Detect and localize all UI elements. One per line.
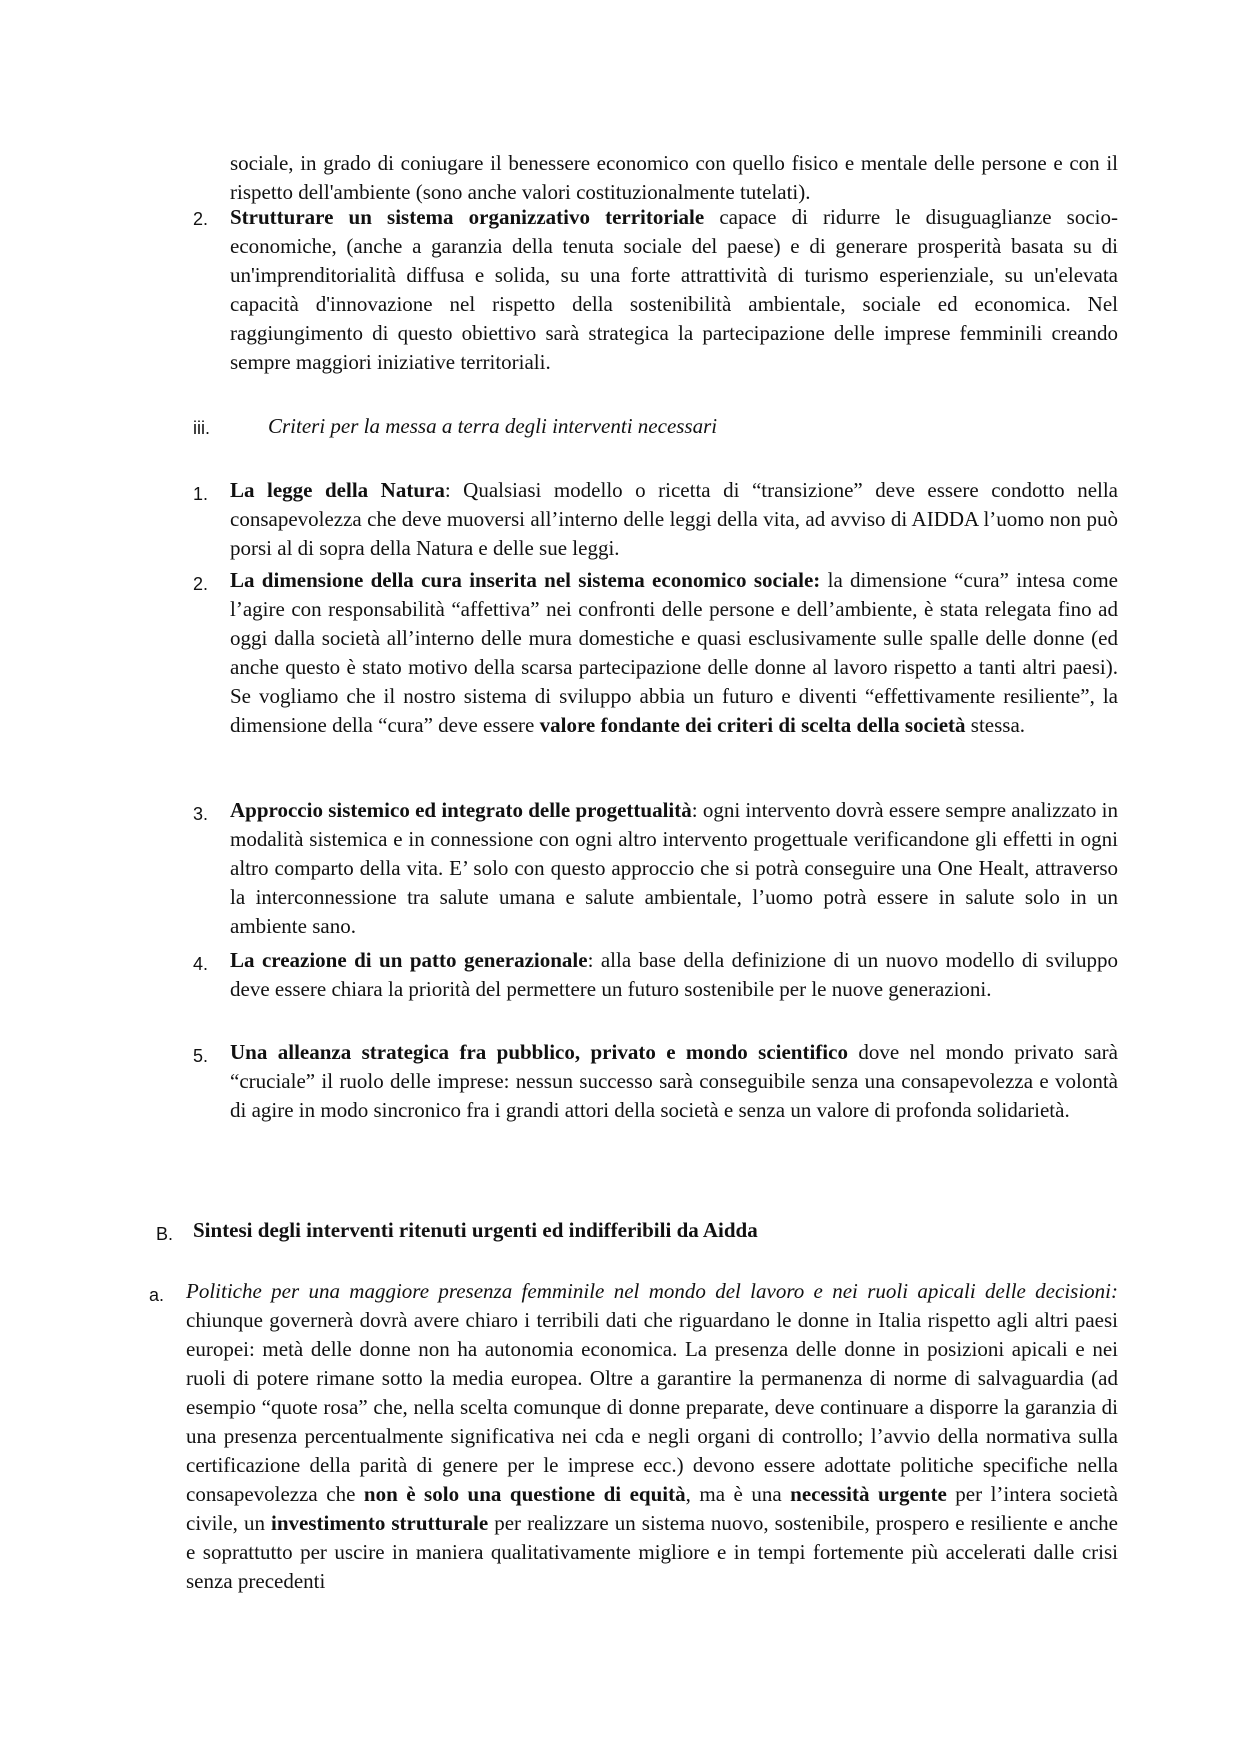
list-item-approccio <box>230 796 1118 941</box>
list-item-bold: investimento strutturale <box>271 1511 489 1535</box>
list-item-bold: Una alleanza strategica fra pubblico, privato e mondo scientifico <box>230 1040 848 1064</box>
section-title: Sintesi degli interventi ritenuti urgenti ed indifferibili da Aidda <box>193 1218 758 1242</box>
list-item-text: : alla base della definizione di un nuovo modello di sviluppo deve essere chiara la priorità del permettere un futuro sostenibile per le nuove generazioni. <box>230 948 1118 1001</box>
list-item-bold: necessità urgente <box>790 1482 947 1506</box>
list-item-strutturare <box>230 203 1118 377</box>
list-item-bold: Approccio sistemico ed integrato delle progettualità <box>230 798 692 822</box>
section-number: iii. <box>193 418 210 438</box>
list-item-patto <box>230 946 1118 1004</box>
list-number: 2. <box>193 574 209 594</box>
list-item-italic: Politiche per una maggiore presenza femminile nel mondo del lavoro e nei ruoli apicali delle decisioni: <box>186 1279 1118 1303</box>
list-item-bold: Strutturare un sistema organizzativo territoriale <box>230 205 705 229</box>
list-item-text: capace di ridurre le disuguaglianze socio-economiche, (anche a garanzia della tenuta sociale del paese) e di generare prosperità basata su di un'imprenditorialità diffusa e solida, su una forte attrattività di turismo esperienziale, su un'elevata capacità d'innovazione nel rispetto della sostenibilità ambientale, sociale ed economica. Nel raggiungimento di questo obiettivo sarà strategica la partecipazione delle imprese femminili creando sempre maggiori iniziative territoriali. <box>230 205 1118 374</box>
list-item-bold: La creazione di un patto generazionale <box>230 948 588 972</box>
list-item-alleanza <box>230 1038 1118 1125</box>
list-number: 4. <box>193 954 209 974</box>
list-item-text: dove nel mondo privato sarà “cruciale” il ruolo delle imprese: nessun successo sarà conseguibile senza una consapevolezza e volontà di agire in modo sincronico fra i grandi attori della società e senza un valore di profonda solidarietà. <box>230 1040 1118 1122</box>
list-number: 2. <box>193 209 209 229</box>
list-item-text: , ma è una <box>685 1482 791 1506</box>
list-item-text: : ogni intervento dovrà essere sempre analizzato in modalità sistemica e in connessione con ogni altro intervento progettuale verificandone gli effetti in ogni altro comparto della vita. E’ solo con questo approccio che si potrà conseguire una One Healt, attraverso la interconnessione tra salute umana e salute ambientale, l’uomo potrà essere in salute solo in un ambiente sano. <box>230 798 1118 938</box>
list-item-legge-natura <box>230 476 1118 563</box>
list-item-text: chiunque governerà dovrà avere chiaro i terribili dati che riguardano le donne in Italia rispetto agli altri paesi europei: metà delle donne non ha autonomia economica. La presenza delle donne in posizioni apicali e nei ruoli di potere rimane sotto la media europea. Oltre a garantire la permanenza di norme di salvaguardia (ad esempio “quote rosa” che, nella scelta comunque di donne preparate, deve continuare a disporre la garanzia di una presenza percentualmente significativa nei cda e negli organi di controllo; l’avvio della normativa sulla certificazione della parità di genere per le imprese ecc.) devono essere adottate politiche specifiche nella consapevolezza che <box>186 1308 1118 1506</box>
section-title: Criteri per la messa a terra degli interventi necessari <box>268 414 718 438</box>
list-item-text: la dimensione “cura” intesa come l’agire con responsabilità “affettiva” nei confronti delle persone e dell’ambiente, è stata relegata fino ad oggi dalla società all’interno delle mura domestiche e quasi esclusivamente sulle spalle delle donne (ed anche questo è stato motivo della scarsa partecipazione delle donne al lavoro rispetto a tanti altri paesi). Se vogliamo che il nostro sistema di sviluppo abbia un futuro e diventi “effettivamente resiliente”, la dimensione della “cura” deve essere <box>230 568 1118 737</box>
list-item-bold: La dimensione della cura inserita nel sistema economico sociale: <box>230 568 821 592</box>
list-item-bold: valore fondante dei criteri di scelta della società <box>539 713 966 737</box>
list-number: 1. <box>193 484 209 504</box>
list-item-politiche <box>186 1277 1118 1596</box>
list-item-bold: non è solo una questione di equità <box>363 1482 686 1506</box>
list-number: a. <box>149 1285 165 1305</box>
list-item-cura <box>230 566 1118 740</box>
list-item-text: stessa. <box>965 713 1026 737</box>
list-item-text: per l’intera società civile, un <box>186 1482 1118 1535</box>
list-item-text: : Qualsiasi modello o ricetta di “transizione” deve essere condotto nella consapevolezza che deve muoversi all’interno delle leggi della vita, ad avviso di AIDDA l’uomo non può porsi al di sopra della Natura e delle sue leggi. <box>230 478 1118 560</box>
list-item-text: per realizzare un sistema nuovo, sostenibile, prospero e resiliente e anche e soprattutto per uscire in maniera qualitativamente migliore e in tempi fortemente più accelerati dalle crisi senza precedenti <box>186 1511 1118 1593</box>
list-number: 5. <box>193 1046 209 1066</box>
list-number: 3. <box>193 804 209 824</box>
list-item-bold: La legge della Natura <box>230 478 445 502</box>
section-number: B. <box>156 1224 174 1244</box>
intro-continuation: sociale, in grado di coniugare il benessere economico con quello fisico e mentale delle persone e con il rispetto dell'ambiente (sono anche valori costituzionalmente tutelati). <box>230 151 1118 204</box>
